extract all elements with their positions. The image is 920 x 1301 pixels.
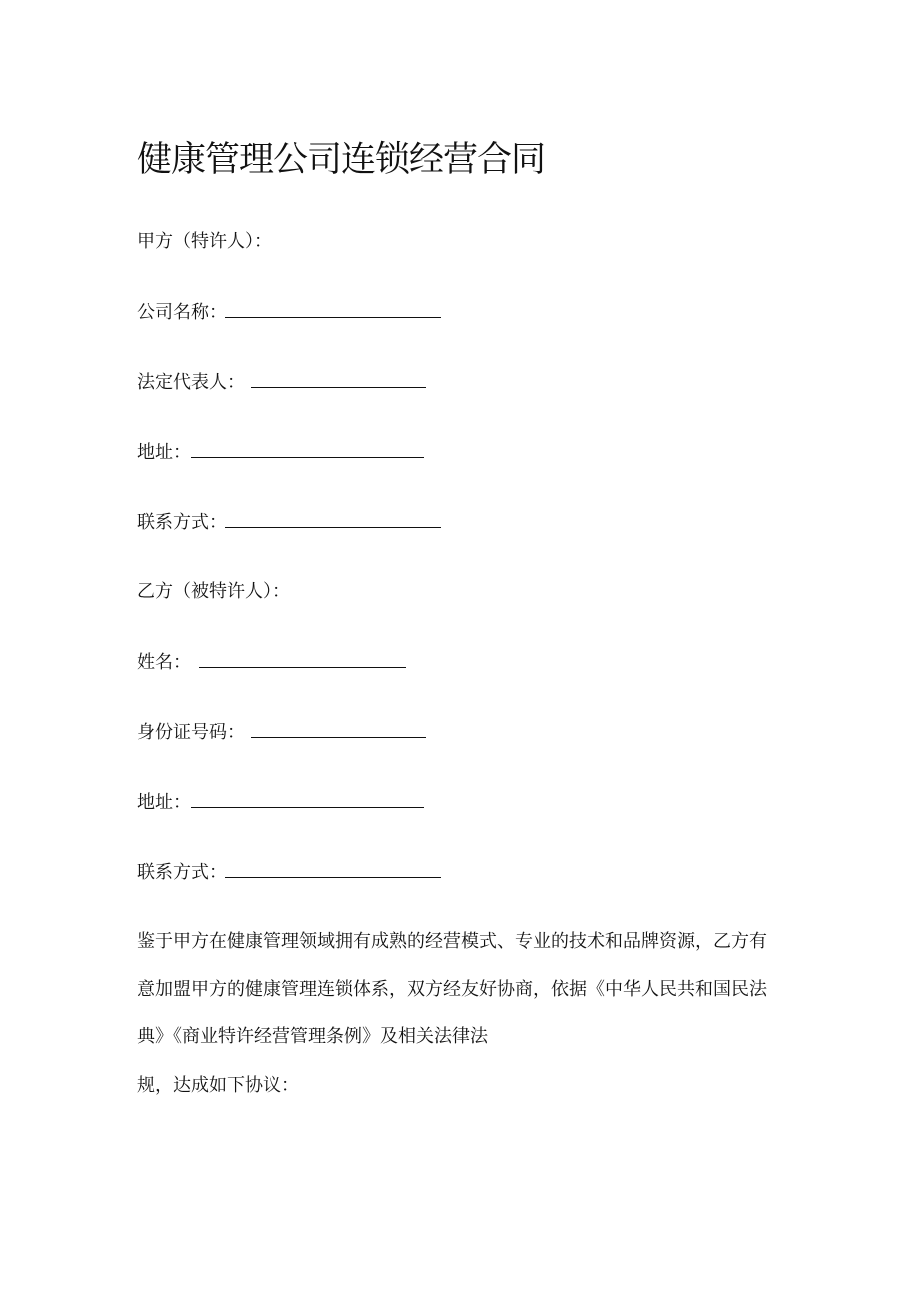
party-b-contact-blank[interactable] bbox=[225, 859, 441, 878]
party-a-contact-blank[interactable] bbox=[225, 509, 441, 528]
party-a-address-label: 地址： bbox=[137, 442, 191, 463]
party-a-heading: 甲方（特许人）： bbox=[137, 231, 272, 252]
party-b-address-label: 地址： bbox=[137, 792, 191, 813]
party-a-address-row bbox=[137, 439, 424, 466]
party-a-address-blank[interactable] bbox=[191, 439, 424, 458]
party-a-contact-row bbox=[137, 509, 441, 536]
party-b-id-row bbox=[137, 719, 426, 746]
party-b-name-row bbox=[137, 649, 406, 676]
party-b-name-blank[interactable] bbox=[199, 649, 406, 668]
document-title: 健康管理公司连锁经营合同 bbox=[137, 140, 546, 180]
party-a-legal-rep-row bbox=[137, 369, 426, 396]
party-b-name-label: 姓名： bbox=[137, 652, 191, 673]
party-b-address-row bbox=[137, 789, 424, 816]
party-a-company-name-row bbox=[137, 299, 441, 326]
party-b-address-blank[interactable] bbox=[191, 789, 424, 808]
party-b-heading: 乙方（被特许人）： bbox=[137, 581, 290, 602]
legal-rep-blank[interactable] bbox=[251, 369, 426, 388]
preamble-line-3: 典》《商业特许经营管理条例》及相关法律法 bbox=[137, 1026, 488, 1047]
legal-rep-label: 法定代表人： bbox=[137, 372, 245, 393]
preamble-line-1: 鉴于甲方在健康管理领域拥有成熟的经营模式、专业的技术和品牌资源，乙方有 bbox=[137, 931, 767, 952]
preamble-line-2: 意加盟甲方的健康管理连锁体系，双方经友好协商，依据《中华人民共和国民法 bbox=[137, 979, 767, 1000]
id-number-label: 身份证号码： bbox=[137, 722, 245, 743]
company-name-label: 公司名称： bbox=[137, 302, 227, 323]
party-a-contact-label: 联系方式： bbox=[137, 512, 227, 533]
id-number-blank[interactable] bbox=[251, 719, 426, 738]
company-name-blank[interactable] bbox=[225, 299, 441, 318]
party-b-contact-label: 联系方式： bbox=[137, 862, 227, 883]
preamble-line-4: 规，达成如下协议： bbox=[137, 1075, 299, 1096]
party-b-contact-row bbox=[137, 859, 441, 886]
